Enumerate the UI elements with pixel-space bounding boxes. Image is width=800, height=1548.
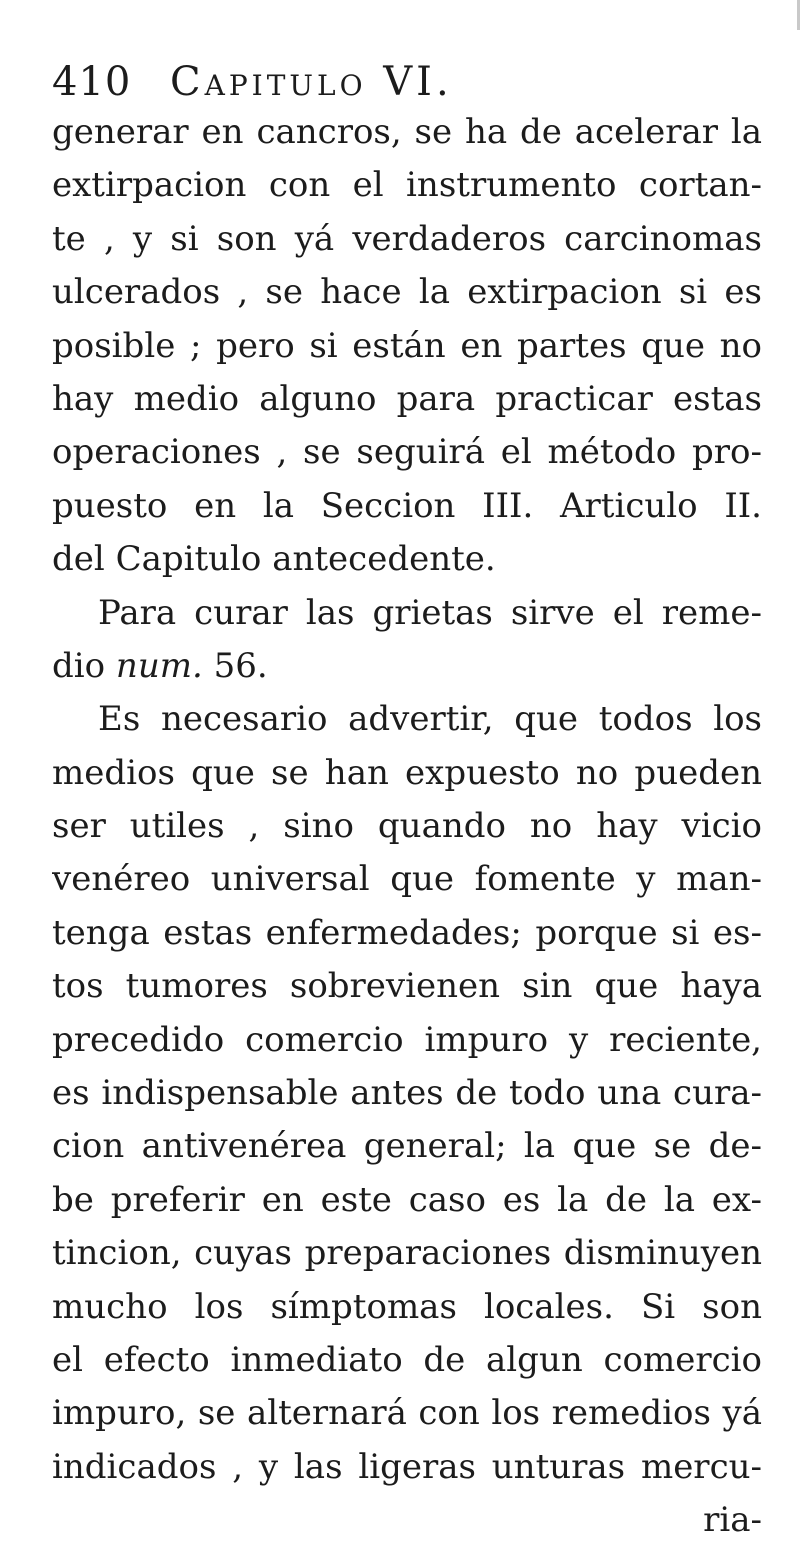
text-line: ulcerados , se hace la extirpacion si es	[52, 272, 762, 313]
text-line: generar en cancros, se ha de acelerar la	[52, 112, 762, 152]
body-text	[52, 106, 762, 1548]
text-line: medios que se han expuesto no pueden	[52, 752, 762, 793]
running-head	[52, 54, 752, 110]
text-line-start: dio	[52, 645, 116, 686]
text-line: impuro, se alternará con los remedios yá	[52, 1393, 762, 1434]
text-line: tenga estas enfermedades; porque si es-	[52, 912, 762, 953]
text-line: venéreo universal que fomente y man-	[52, 859, 762, 900]
text-line: el efecto inmediato de algun comercio	[52, 1339, 762, 1380]
text-line: extirpacion con el instrumento cortan-	[52, 165, 762, 206]
chapter-title: Capitulo VI.	[170, 59, 453, 105]
text-line: puesto en la Seccion III. Articulo II.	[52, 485, 762, 526]
text-line: del Capitulo antecedente.	[52, 539, 496, 580]
catchword: ria-	[703, 1500, 762, 1541]
reference-number: 56.	[202, 645, 268, 686]
text-line: operaciones , se seguirá el método pro-	[52, 432, 762, 473]
text-line: precedido comercio impuro y reciente,	[52, 1019, 762, 1060]
paragraph-start-line: Para curar las grietas sirve el reme-	[98, 592, 762, 633]
text-line: cion antivenérea general; la que se de-	[52, 1126, 762, 1167]
page-number: 410	[52, 59, 132, 105]
text-line: te , y si son yá verdaderos carcinomas	[52, 218, 762, 259]
text-line: hay medio alguno para practicar estas	[52, 378, 762, 419]
text-line: ser utiles , sino quando no hay vicio	[52, 806, 762, 847]
text-line: mucho los símptomas locales. Si son	[52, 1286, 762, 1327]
paragraph-start-line: Es necesario advertir, que todos los	[98, 699, 762, 740]
text-line: be preferir en este caso es la de la ex-	[52, 1179, 762, 1220]
text-line-reference	[52, 640, 762, 693]
text-line: tos tumores sobrevienen sin que haya	[52, 966, 762, 1007]
text-line: es indispensable antes de todo una cura-	[52, 1073, 762, 1114]
text-line: indicados , y las ligeras unturas mercu-	[52, 1446, 762, 1487]
text-line: tincion, cuyas preparaciones disminuyen	[52, 1233, 762, 1274]
text-line: posible ; pero si están en partes que no	[52, 325, 762, 366]
italic-reference: num.	[115, 645, 203, 686]
